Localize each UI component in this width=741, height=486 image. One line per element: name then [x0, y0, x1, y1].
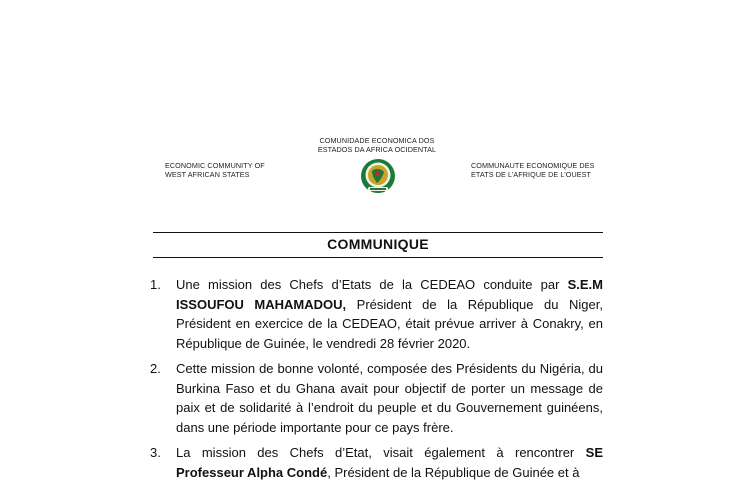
list-item-text-part: , Président de la République de Guinée et à	[327, 464, 580, 480]
header-english-line2: WEST AFRICAN STATES	[165, 170, 250, 179]
header-english	[165, 161, 305, 179]
list-item-text-part: Une mission des Chefs d’Etats de la CEDEAO conduite par	[176, 277, 568, 292]
list-item-text-part: La mission des Chefs d’Etat, visait également à rencontrer	[176, 445, 586, 460]
list-item-number: 1.	[150, 277, 161, 292]
header-french-line1: COMMUNAUTE ECONOMIQUE DES	[471, 161, 595, 170]
list-item-bold-text: SE Professeur Alpha Condé	[176, 445, 603, 480]
header-english-line1: ECONOMIC COMMUNITY OF	[165, 161, 265, 170]
title-rule-top	[153, 232, 603, 233]
header-portuguese-line2: ESTADOS DA AFRICA OCIDENTAL	[317, 145, 437, 154]
header-french-line2: ETATS DE L’AFRIQUE DE L’OUEST	[471, 170, 592, 179]
ecowas-emblem-icon	[358, 157, 398, 195]
list-item-text	[176, 443, 603, 482]
header-portuguese-line1: COMUNIDADE ECONOMICA DOS	[319, 136, 435, 145]
header-portuguese	[302, 136, 452, 154]
list-item-text-part: Cette mission de bonne volonté, composée des Présidents du Nigéria, du Burkina Faso et du Ghana avait pour objectif de porter un message de paix et de solidarité à l’endroit du peuple et du Gouvernement guinéens, dans une période importante pour ce pays frère.	[176, 361, 603, 435]
header-french	[471, 161, 631, 179]
page-title: COMMUNIQUE	[327, 236, 429, 252]
list-item-number: 2.	[150, 361, 161, 376]
list-item-text-part: Président de la République du Niger, Président en exercice de la CEDEAO, était prévue arriver à Conakry, en République de Guinée, le vendredi 28 février 2020.	[176, 296, 603, 351]
list-item-text	[176, 359, 603, 437]
title-rule-bottom	[153, 257, 603, 258]
list-item-bold-text: S.E.M ISSOUFOU MAHAMADOU,	[176, 277, 603, 312]
list-item-text	[176, 275, 603, 353]
list-item-number: 3.	[150, 445, 161, 460]
